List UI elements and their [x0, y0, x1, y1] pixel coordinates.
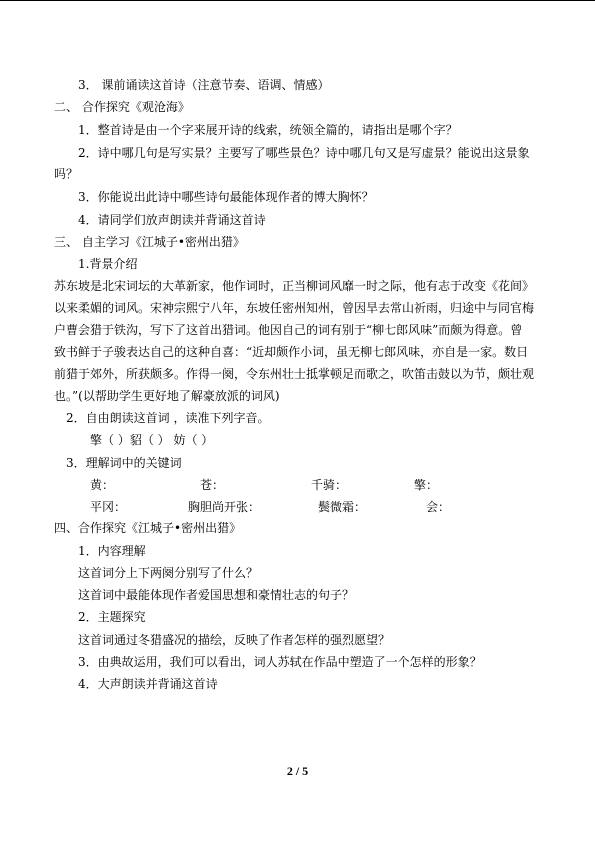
page-top-rule	[0, 0, 595, 1]
keyword-cang: 苍：	[200, 478, 225, 492]
background-paragraph-line: 前猎于郊外，所获颇多。作得一阕，令东州壮士抵掌顿足而歌之，吹笛击鼓以为节，颇壮观	[54, 367, 535, 381]
theme-heading: 2．主题探究	[78, 610, 146, 624]
section-2-heading: 二、 合作探究《观沧海》	[54, 100, 190, 114]
keyword-hui: 会：	[426, 500, 451, 514]
question-2: 2．诗中哪几句是写实景？主要写了哪些景色？诗中哪几句又是写虚景？能说出这景象	[78, 146, 530, 160]
question-3: 3．你能说出此诗中哪些诗句最能体现作者的博大胸怀？	[78, 190, 374, 204]
recite-task: 4．大声朗读并背诵这首诗	[78, 677, 218, 691]
background-heading: 1.背景介绍	[78, 257, 138, 271]
question-1: 1．整首诗是由一个字来展开诗的线索，统领全篇的，请指出是哪个字？	[78, 123, 458, 137]
keyword-binweishuang: 鬓微霜：	[318, 500, 367, 514]
section-3-heading: 三、 自主学习《江城子•密州出猎》	[54, 235, 245, 249]
background-paragraph-line: 以来柔媚的词风。宋神宗熙宁八年，东坡任密州知州，曾因旱去常山祈雨，归途中与同官梅	[54, 301, 535, 315]
background-paragraph-line: 苏东坡是北宋词坛的大革新家，他作词时，正当柳词风靡一时之际，他有志于改变《花间》	[54, 279, 535, 293]
content-question-2: 这首词中最能体现作者爱国思想和豪情壮志的句子？	[78, 588, 355, 602]
background-paragraph-line: 也。”(以帮助学生更好地了解豪放派的词风)	[54, 389, 280, 403]
background-paragraph-line: 户曹会猎于铁沟，写下了这首出猎词。他因自己的词有别于“柳七郎风味”而颇为得意。曾	[54, 323, 523, 337]
keywords-task: 3．理解词中的关键词	[66, 456, 182, 470]
theme-question: 这首词通过冬猎盛况的描绘，反映了作者怎样的强烈愿望？	[78, 633, 391, 647]
background-paragraph-line: 致书鲜于子骏表达自己的这种自喜：“近却颇作小词，虽无柳七郎风味，亦自是一家。数日	[54, 345, 529, 359]
question-4: 4．请同学们放声朗读并背诵这首诗	[78, 213, 266, 227]
keyword-qianqi: 千骑：	[311, 478, 348, 492]
page-number: 2 / 5	[286, 764, 309, 778]
keyword-huang: 黄：	[90, 478, 115, 492]
keyword-pinggang: 平冈：	[90, 500, 127, 514]
keyword-qing: 擎：	[414, 478, 439, 492]
question-2-cont: 吗？	[54, 167, 79, 181]
content-question-1: 这首词分上下两阕分别写了什么？	[78, 566, 259, 580]
content-understanding-heading: 1．内容理解	[78, 544, 146, 558]
section-4-heading: 四、合作探究《江城子•密州出猎》	[54, 521, 242, 535]
keyword-xiongdan: 胸胆尚开张：	[188, 500, 261, 514]
read-aloud-task: 2．自由朗读这首词 ，读准下列字音。	[66, 411, 270, 425]
step-3-recite: 3． 课前诵读这首诗（注意节奏、语调、情感）	[78, 78, 330, 92]
pronunciation-blanks: 擎（ ）貂（ ） 妨（ ）	[90, 433, 214, 447]
allusion-question: 3．由典故运用，我们可以看出，词人苏轼在作品中塑造了一个怎样的形象？	[78, 655, 482, 669]
